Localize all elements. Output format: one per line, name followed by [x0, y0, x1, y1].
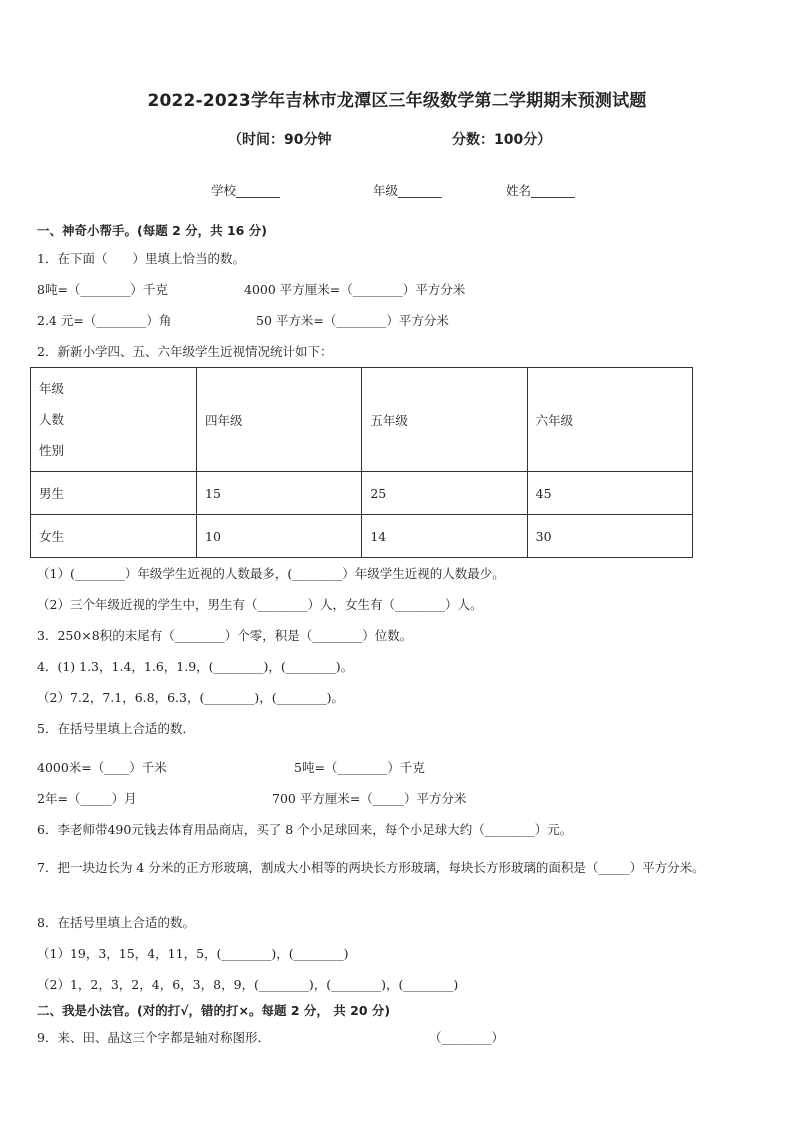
score-label: 分数：100分）	[452, 132, 552, 148]
question-1a: 8吨=（________）千克	[37, 282, 168, 297]
table-header-cell: 四年级	[197, 368, 362, 472]
table-corner-cell	[31, 368, 197, 472]
question-3: 3．250×8积的末尾有（________）个零，积是（________）位数。	[37, 628, 413, 643]
corner-label-gender: 性别	[39, 443, 65, 458]
table-row	[31, 472, 693, 515]
exam-title: 2022-2023学年吉林市龙潭区三年级数学第二学期期末预测试题	[147, 91, 647, 111]
question-9-answer-blank: （________）	[429, 1030, 505, 1045]
school-field: 学校_______	[211, 183, 280, 198]
question-2: 2．新新小学四、五、六年级学生近视情况统计如下：	[37, 344, 333, 359]
question-2-part-1: （1）(________）年级学生近视的人数最多，(________）年级学生近视的人数最少。	[37, 566, 505, 581]
question-1d: 50 平方米=（________）平方分米	[256, 313, 449, 328]
question-5d: 700 平方厘米=（_____）平方分米	[272, 791, 467, 806]
grade-field: 年级_______	[373, 183, 442, 198]
table-cell: 10	[197, 515, 362, 558]
table-header-cell: 五年级	[362, 368, 527, 472]
question-9: 9．来、田、晶这三个字都是轴对称图形．	[37, 1030, 270, 1045]
name-field: 姓名_______	[506, 183, 575, 198]
question-8-part-1: （1）19，3，15，4，11，5，(________)，(________)	[37, 946, 349, 961]
question-6: 6．李老师带490元钱去体育用品商店，买了 8 个小足球回来，每个小足球大约（________）元。	[37, 822, 573, 837]
section-2-heading: 二、我是小法官。(对的打√，错的打×。每题 2 分， 共 20 分)	[37, 1003, 391, 1018]
row-label: 男生	[31, 472, 197, 515]
question-5a: 4000米=（____）千米	[37, 760, 167, 775]
question-4-part-1: 4．(1) 1.3，1.4，1.6，1.9，(________)，(________)。	[37, 659, 354, 674]
table-header-row	[31, 368, 693, 472]
corner-label-grade: 年级	[39, 381, 65, 396]
question-7: 7．把一块边长为 4 分米的正方形玻璃，割成大小相等的两块长方形玻璃，每块长方形玻璃的面积是（_____）平方分米。	[37, 860, 705, 875]
myopia-table	[30, 367, 693, 558]
row-label: 女生	[31, 515, 197, 558]
table-cell: 14	[362, 515, 527, 558]
question-5: 5．在括号里填上合适的数．	[37, 721, 195, 736]
table-cell: 15	[197, 472, 362, 515]
question-5c: 2年=（_____）月	[37, 791, 137, 806]
question-5b: 5吨=（________）千克	[294, 760, 425, 775]
question-1b: 4000 平方厘米=（________）平方分米	[244, 282, 466, 297]
question-4-part-2: （2）7.2，7.1，6.8，6.3，(________)，(________)。	[37, 690, 344, 705]
table-header-cell: 六年级	[527, 368, 692, 472]
table-cell: 30	[527, 515, 692, 558]
question-8-part-2: （2）1，2，3，2，4，6，3，8，9，(________)，(________)，(________)	[37, 977, 459, 992]
question-1c: 2.4 元=（________）角	[37, 313, 172, 328]
section-1-heading: 一、神奇小帮手。(每题 2 分，共 16 分)	[37, 223, 267, 238]
corner-label-count: 人数	[39, 412, 65, 427]
question-8: 8．在括号里填上合适的数。	[37, 915, 195, 930]
table-row	[31, 515, 693, 558]
table-cell: 25	[362, 472, 527, 515]
time-label: （时间：90分钟	[228, 132, 332, 148]
question-1: 1．在下面（ ）里填上恰当的数。	[37, 251, 245, 266]
question-2-part-2: （2）三个年级近视的学生中，男生有（________）人，女生有（________）人。	[37, 597, 483, 612]
table-cell: 45	[527, 472, 692, 515]
